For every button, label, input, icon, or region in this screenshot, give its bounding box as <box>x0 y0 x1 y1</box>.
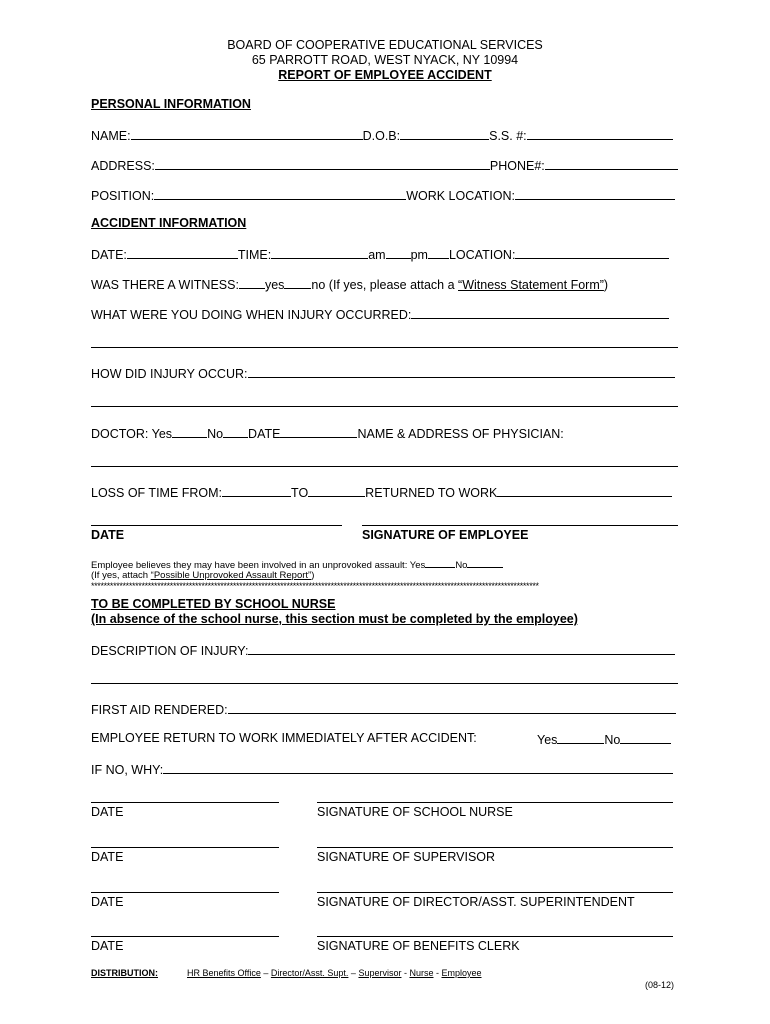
accident-date-field[interactable] <box>127 246 238 259</box>
doctor-date-field[interactable] <box>280 425 357 438</box>
employee-signature-line[interactable] <box>362 525 678 526</box>
org-name: BOARD OF COOPERATIVE EDUCATIONAL SERVICES <box>227 38 543 52</box>
director-date-label: DATE <box>91 895 124 909</box>
am-label: am <box>368 248 386 262</box>
nurse-signature-line[interactable] <box>317 802 673 803</box>
org-address: 65 PARROTT ROAD, WEST NYACK, NY 10994 <box>251 53 519 67</box>
employee-date-label: DATE <box>91 528 125 542</box>
form-title: REPORT OF EMPLOYEE ACCIDENT <box>278 68 492 82</box>
first-aid-label: FIRST AID RENDERED: <box>91 703 228 717</box>
witness-label: WAS THERE A WITNESS: <box>91 278 239 292</box>
if-no-field[interactable] <box>163 761 673 774</box>
benefits-signature-line[interactable] <box>317 936 673 937</box>
director-date-line[interactable] <box>91 892 279 893</box>
benefits-date-label: DATE <box>91 939 124 953</box>
doctor-date-label: DATE <box>248 427 281 441</box>
distribution-sep-3: - <box>401 968 410 978</box>
address-label: ADDRESS: <box>91 159 155 173</box>
nurse-signature-label: SIGNATURE OF SCHOOL NURSE <box>317 805 513 819</box>
distribution-sep-2: – <box>348 968 359 978</box>
loss-from-field[interactable] <box>222 484 291 497</box>
time-field[interactable] <box>271 246 368 259</box>
doctor-row <box>91 425 564 441</box>
ss-field[interactable] <box>527 127 673 140</box>
distribution-hr: HR Benefits Office <box>187 968 261 978</box>
witness-no-text: no (If yes, please attach a <box>311 278 459 292</box>
return-no-label: No <box>604 733 621 747</box>
first-aid-field[interactable] <box>228 701 676 714</box>
doctor-no-field[interactable] <box>223 425 248 438</box>
how-continuation-line[interactable] <box>91 406 678 407</box>
if-no-label: IF NO, WHY: <box>91 763 164 777</box>
returned-label: RETURNED TO WORK <box>365 486 498 500</box>
description-row <box>91 642 675 658</box>
position-field[interactable] <box>154 187 406 200</box>
work-location-field[interactable] <box>515 187 675 200</box>
name-label: NAME: <box>91 129 131 143</box>
first-aid-row <box>91 701 676 717</box>
doing-row <box>91 306 669 322</box>
position-row <box>91 187 675 203</box>
distribution-sep-4: - <box>433 968 442 978</box>
distribution-sep-1: – <box>260 968 271 978</box>
doctor-no-label: No <box>207 427 224 441</box>
position-label: POSITION: <box>91 189 155 203</box>
distribution-label: DISTRIBUTION: <box>91 968 158 978</box>
distribution-director: Director/Asst. Supt. <box>270 968 349 978</box>
physician-label: NAME & ADDRESS OF PHYSICIAN: <box>357 427 564 441</box>
doing-continuation-line[interactable] <box>91 347 678 348</box>
doctor-yes-field[interactable] <box>172 425 207 438</box>
assault-attach-suffix: ) <box>311 570 315 581</box>
if-no-row <box>91 761 673 777</box>
doing-label: WHAT WERE YOU DOING WHEN INJURY OCCURRED: <box>91 308 412 322</box>
assault-attach-prefix: (If yes, attach <box>91 570 151 581</box>
location-field[interactable] <box>515 246 669 259</box>
date-time-row <box>91 246 669 262</box>
name-field[interactable] <box>131 127 363 140</box>
witness-row <box>91 276 608 292</box>
director-signature-line[interactable] <box>317 892 673 893</box>
doctor-yes-label: DOCTOR: Yes <box>91 427 173 441</box>
distribution-list <box>187 968 482 978</box>
return-no-field[interactable] <box>620 731 671 744</box>
physician-line[interactable] <box>91 466 678 467</box>
how-label: HOW DID INJURY OCCUR: <box>91 367 248 381</box>
assault-text: Employee believes they may have been involved in an unprovoked assault: Yes <box>91 560 426 571</box>
employee-signature-label: SIGNATURE OF EMPLOYEE <box>362 528 529 542</box>
description-label: DESCRIPTION OF INJURY: <box>91 644 249 658</box>
pm-field[interactable] <box>428 246 449 259</box>
return-yes-no <box>537 731 671 747</box>
loss-label: LOSS OF TIME FROM: <box>91 486 223 500</box>
witness-close-paren: ) <box>603 278 609 292</box>
assault-yes-field[interactable] <box>425 558 455 568</box>
distribution-nurse: Nurse <box>409 968 434 978</box>
personal-info-heading: PERSONAL INFORMATION <box>91 97 251 111</box>
benefits-date-line[interactable] <box>91 936 279 937</box>
am-field[interactable] <box>386 246 411 259</box>
nurse-date-label: DATE <box>91 805 124 819</box>
loss-to-field[interactable] <box>308 484 365 497</box>
supervisor-signature-line[interactable] <box>317 847 673 848</box>
dob-label: D.O.B: <box>362 129 401 143</box>
form-code: (08-12) <box>645 980 675 990</box>
ss-label: S.S. #: <box>489 129 527 143</box>
dob-field[interactable] <box>400 127 489 140</box>
name-row <box>91 127 673 143</box>
phone-label: PHONE#: <box>489 159 545 173</box>
return-yes-label: Yes <box>537 733 558 747</box>
employee-date-line[interactable] <box>91 525 342 526</box>
witness-no-field[interactable] <box>284 276 311 289</box>
time-label: TIME: <box>237 248 272 262</box>
assault-no-field[interactable] <box>467 558 503 568</box>
return-label: EMPLOYEE RETURN TO WORK IMMEDIATELY AFTER ACCIDENT: <box>91 731 477 745</box>
nurse-heading: TO BE COMPLETED BY SCHOOL NURSE <box>91 597 336 611</box>
assault-no-label: No <box>455 560 468 571</box>
loss-to-label: TO <box>291 486 309 500</box>
doing-field[interactable] <box>411 306 669 319</box>
returned-field[interactable] <box>497 484 672 497</box>
nurse-date-line[interactable] <box>91 802 279 803</box>
director-signature-label: SIGNATURE OF DIRECTOR/ASST. SUPERINTENDENT <box>317 895 635 909</box>
loss-row <box>91 484 672 500</box>
description-field[interactable] <box>248 642 675 655</box>
witness-form-link[interactable]: “Witness Statement Form” <box>458 278 604 292</box>
witness-yes-label: yes <box>264 278 285 292</box>
supervisor-date-label: DATE <box>91 850 124 864</box>
accident-info-heading: ACCIDENT INFORMATION <box>91 216 247 230</box>
how-field[interactable] <box>248 365 675 378</box>
nurse-subheading: (In absence of the school nurse, this section must be completed by the employee) <box>91 612 578 626</box>
supervisor-date-line[interactable] <box>91 847 279 848</box>
return-yes-field[interactable] <box>557 731 604 744</box>
assault-report-link[interactable]: “Possible Unprovoked Assault Report” <box>150 570 312 581</box>
address-field[interactable] <box>155 157 490 170</box>
accident-date-label: DATE: <box>91 248 127 262</box>
pm-label: pm <box>410 248 428 262</box>
witness-yes-field[interactable] <box>239 276 265 289</box>
distribution-supervisor: Supervisor <box>358 968 402 978</box>
section-divider-stars: ********************************************************************************************************************************************** <box>91 581 539 591</box>
return-row <box>91 731 477 745</box>
work-location-label: WORK LOCATION: <box>406 189 516 203</box>
location-label: LOCATION: <box>448 248 516 262</box>
supervisor-signature-label: SIGNATURE OF SUPERVISOR <box>317 850 496 864</box>
assault-attach-row <box>91 570 314 581</box>
address-row <box>91 157 678 173</box>
benefits-signature-label: SIGNATURE OF BENEFITS CLERK <box>317 939 520 953</box>
distribution-employee: Employee <box>441 968 482 978</box>
description-continuation-line[interactable] <box>91 683 678 684</box>
how-row <box>91 365 675 381</box>
phone-field[interactable] <box>545 157 678 170</box>
